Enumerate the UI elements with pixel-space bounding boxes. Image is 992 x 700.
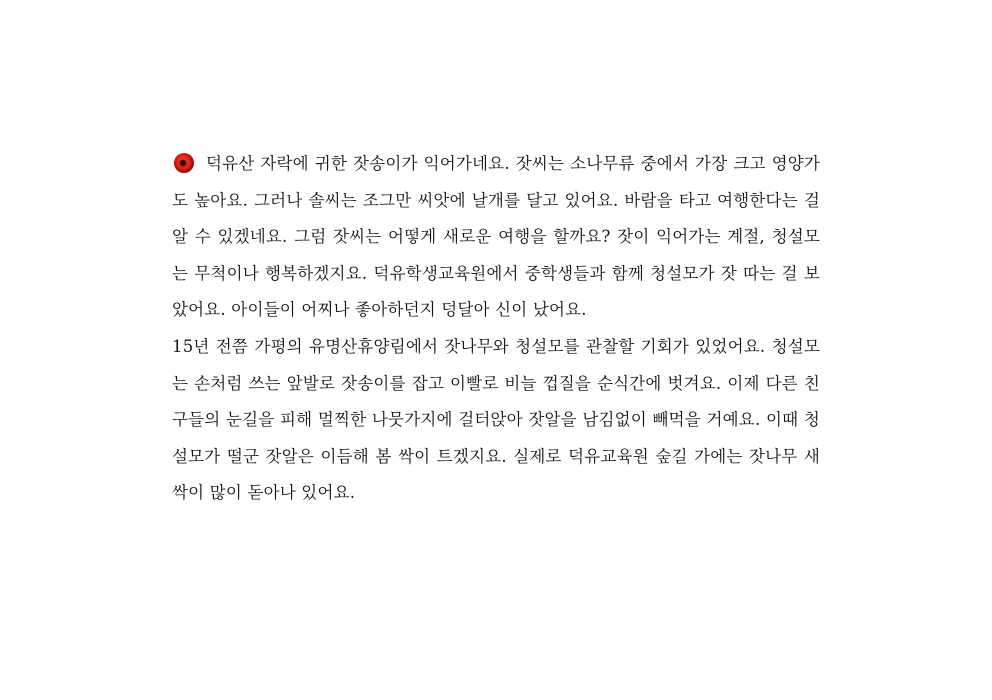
paragraph-2-text: 15년 전쯤 가평의 유명산휴양림에서 잣나무와 청설모를 관찰할 기회가 있었어요. 청설모는 손처럼 쓰는 앞발로 잣송이를 잡고 이빨로 비늘 껍질을 순식간에 벗겨요. 이제 다른 친구들의 눈길을 피해 멀찍한 나뭇가지에 걸터앉아 잣알을 남김없이 빼먹을 거예요. 이때 청설모가 떨군 잣알은 이듬해 봄 싹이 트겠지요. 실제로 덕유교육원 숲길 가에는 잣나무 새싹이 많이 돋아나 있어요.	[172, 336, 820, 503]
essay-text	[172, 146, 820, 512]
flower-bullet-icon	[173, 152, 195, 174]
paragraph-1	[172, 146, 820, 329]
paragraph-2	[172, 329, 820, 512]
paragraph-1-text: 덕유산 자락에 귀한 잣송이가 익어가네요. 잣씨는 소나무류 중에서 가장 크고 영양가도 높아요. 그러나 솔씨는 조그만 씨앗에 날개를 달고 있어요. 바람을 타고 여행한다는 걸 알 수 있겠네요. 그럼 잣씨는 어떻게 새로운 여행을 할까요? 잣이 익어가는 계절, 청설모는 무척이나 행복하겠지요. 덕유학생교육원에서 중학생들과 함께 청설모가 잣 따는 걸 보았어요. 아이들이 어찌나 좋아하던지 덩달아 신이 났어요.	[172, 154, 820, 320]
